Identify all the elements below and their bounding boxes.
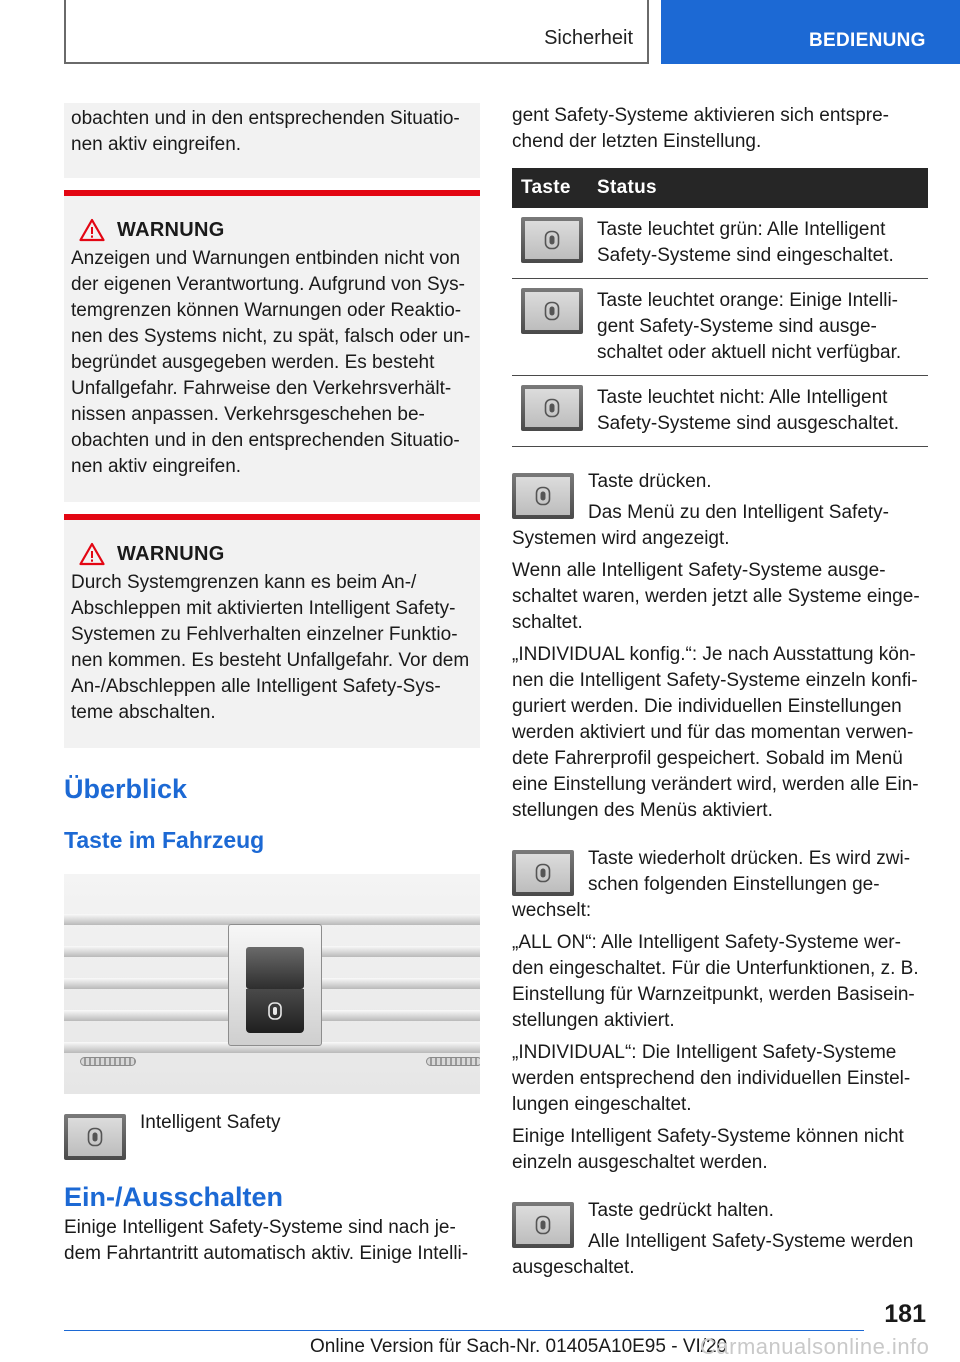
- paragraph-line: wechselt:: [512, 900, 592, 921]
- section-title: Sicherheit: [544, 27, 633, 49]
- column-header-key: Taste: [512, 168, 588, 208]
- warning-box-2: [64, 514, 480, 748]
- led-strip: [426, 1057, 480, 1066]
- table-row: [512, 208, 928, 279]
- intelligent-safety-switch: [246, 989, 304, 1033]
- warning-text-line: nissen anpassen. Verkehrsgeschehen be-: [71, 404, 425, 425]
- paragraph-line: stellungen aktiviert.: [512, 1010, 675, 1031]
- paragraph-line: Einige Intelligent Safety-Systeme sind nach je-: [64, 1217, 456, 1238]
- status-line: Taste leuchtet nicht: Alle Intelligent: [597, 387, 888, 408]
- table-row: [512, 376, 928, 447]
- footer-online-version: Online Version für Sach-Nr. 01405A10E95 - VI/20: [310, 1336, 728, 1357]
- warning-text-line: Durch Systemgrenzen kann es beim An-/: [71, 572, 417, 593]
- table-cell-icon: [512, 376, 588, 447]
- left-column: [64, 103, 480, 1267]
- intelligent-safety-icon: [268, 1002, 282, 1020]
- intelligent-safety-button-icon: [521, 385, 583, 431]
- intelligent-safety-button-icon: [512, 473, 574, 519]
- table-row: [512, 279, 928, 376]
- instruction-step-hold: [512, 1198, 928, 1255]
- status-line: Safety-Systeme sind eingeschaltet.: [597, 245, 894, 266]
- intelligent-safety-button-icon: [521, 288, 583, 334]
- warning-text-line: Systemen zu Fehlverhalten einzelner Funktio-: [71, 624, 458, 645]
- warning-triangle-icon: [79, 542, 105, 566]
- paragraph-line: chend der letzten Einstellung.: [512, 131, 762, 152]
- status-table: [512, 168, 928, 447]
- paragraph-line: nen die Intelligent Safety-Systeme einzeln konfi-: [512, 670, 918, 691]
- warning-triangle-icon: [79, 218, 105, 242]
- warning-text-line: begründet ausgegeben werden. Es besteht: [71, 352, 435, 373]
- intelligent-safety-button-icon: [521, 217, 583, 263]
- table-cell-status: [588, 376, 928, 447]
- warning-text-line: Unfallgefahr. Fahrweise den Verkehrsverhält-: [71, 378, 452, 399]
- icon-caption: Intelligent Safety: [140, 1112, 281, 1133]
- footer-rule: [64, 1330, 864, 1331]
- instruction-lead: Taste gedrückt halten.: [588, 1200, 774, 1221]
- paragraph-line: schaltet.: [512, 612, 583, 633]
- paragraph-line: eine Einstellung verändert wird, werden alle Ein-: [512, 774, 919, 795]
- warning-header: [71, 542, 473, 566]
- paragraph-line: gent Safety-Systeme aktivieren sich entspre-: [512, 105, 890, 126]
- continuation-line: obachten und in den entsprechenden Situatio-: [71, 108, 460, 129]
- chapter-tab[interactable]: [661, 0, 960, 64]
- vehicle-button-photo: [64, 874, 480, 1094]
- switch-unit: [228, 924, 322, 1046]
- warning-text-line: der eigenen Verantwortung. Aufgrund von Sys-: [71, 274, 465, 295]
- paragraph-line: dete Fahrerprofil gespeichert. Sobald im Menü: [512, 748, 903, 769]
- intelligent-safety-button-icon: [512, 1202, 574, 1248]
- paragraph-line: schaltet waren, werden jetzt alle Systeme einge-: [512, 586, 920, 607]
- paragraph-line: Systemen wird angezeigt.: [512, 528, 730, 549]
- paragraph-line: „INDIVIDUAL“: Die Intelligent Safety-Systeme: [512, 1042, 897, 1063]
- continuation-line: nen aktiv eingreifen.: [71, 134, 242, 155]
- icon-legend-row: [64, 1114, 480, 1160]
- watermark: Carmanualsonline.info: [700, 1334, 930, 1359]
- table-header-row: [512, 168, 928, 208]
- paragraph-line: ausgeschaltet.: [512, 1257, 635, 1278]
- instruction-detail: Das Menü zu den Intelligent Safety-: [588, 502, 890, 523]
- warning-text-line: temgrenzen können Warnungen oder Reaktio-: [71, 300, 462, 321]
- paragraph-line: Wenn alle Intelligent Safety-Systeme ausge-: [512, 560, 886, 581]
- paragraph-line: Einstellung für Warnzeitpunkt, werden Basisein-: [512, 984, 915, 1005]
- intelligent-safety-button-icon: [512, 850, 574, 896]
- paragraph-line: „INDIVIDUAL konfig.“: Je nach Ausstattung kön-: [512, 644, 916, 665]
- switch-cap: [246, 947, 304, 989]
- heading-button-in-vehicle: Taste im Fahrzeug: [64, 827, 265, 853]
- paragraph-line: Einige Intelligent Safety-Systeme können nicht: [512, 1126, 904, 1147]
- paragraph-line: guriert werden. Die individuellen Einstellungen: [512, 696, 902, 717]
- paragraph-line: werden aktiviert und für das momentan verwen-: [512, 722, 914, 743]
- right-column: [512, 103, 928, 1281]
- warning-text-line: Anzeigen und Warnungen entbinden nicht von: [71, 248, 461, 269]
- warning-title: WARNUNG: [117, 542, 225, 565]
- instruction-detail: Alle Intelligent Safety-Systeme werden: [588, 1231, 914, 1252]
- warning-box-1: [64, 190, 480, 502]
- intelligent-safety-button-icon: [64, 1114, 126, 1160]
- instruction-step-repeat: [512, 846, 928, 898]
- warning-text-line: Abschleppen mit aktivierten Intelligent Safety-: [71, 598, 456, 619]
- paragraph-line: werden entsprechend den individuellen Einstel-: [512, 1068, 911, 1089]
- paragraph-line: lungen eingeschaltet.: [512, 1094, 692, 1115]
- paragraph-line: dem Fahrtantritt automatisch aktiv. Einige Intelli-: [64, 1243, 469, 1264]
- instruction-lead: schen folgenden Einstellungen ge-: [588, 874, 880, 895]
- paragraph-line: stellungen des Menüs aktiviert.: [512, 800, 773, 821]
- heading-switch-on-off: Ein-/Ausschalten: [64, 1182, 284, 1212]
- warning-header: [71, 218, 473, 242]
- status-line: Taste leuchtet grün: Alle Intelligent: [597, 219, 886, 240]
- chapter-tab-label: BEDIENUNG: [809, 30, 926, 51]
- paragraph-line: den eingeschaltet. Für die Unterfunktionen, z. B.: [512, 958, 919, 979]
- warning-continuation-box: [64, 103, 480, 178]
- instruction-lead: Taste drücken.: [588, 471, 712, 492]
- status-line: Safety-Systeme sind ausgeschaltet.: [597, 413, 900, 434]
- page-number: 181: [884, 1300, 926, 1328]
- paragraph-line: „ALL ON“: Alle Intelligent Safety-Systeme wer-: [512, 932, 901, 953]
- warning-text-line: nen kommen. Es besteht Unfallgefahr. Vor dem: [71, 650, 470, 671]
- paragraph-line: einzeln ausgeschaltet werden.: [512, 1152, 768, 1173]
- warning-title: WARNUNG: [117, 218, 225, 241]
- warning-text-line: nen aktiv eingreifen.: [71, 456, 242, 477]
- status-line: Taste leuchtet orange: Einige Intelli-: [597, 290, 899, 311]
- heading-overview: Überblick: [64, 774, 188, 804]
- led-strip: [80, 1057, 136, 1066]
- warning-text-line: An-/Abschleppen alle Intelligent Safety-Sys-: [71, 676, 441, 697]
- warning-text-line: nen des Systems nicht, zu spät, falsch oder un-: [71, 326, 471, 347]
- table-cell-icon: [512, 279, 588, 376]
- table-cell-status: [588, 208, 928, 279]
- instruction-step-press: [512, 469, 928, 526]
- warning-text-line: obachten und in den entsprechenden Situatio-: [71, 430, 460, 451]
- status-line: schaltet oder aktuell nicht verfügbar.: [597, 342, 902, 363]
- warning-text-line: teme abschalten.: [71, 702, 216, 723]
- instruction-lead: Taste wiederholt drücken. Es wird zwi-: [588, 848, 911, 869]
- column-header-status: Status: [588, 168, 928, 208]
- status-line: gent Safety-Systeme sind ausge-: [597, 316, 877, 337]
- header-section-box: [64, 0, 649, 64]
- table-cell-icon: [512, 208, 588, 279]
- table-cell-status: [588, 279, 928, 376]
